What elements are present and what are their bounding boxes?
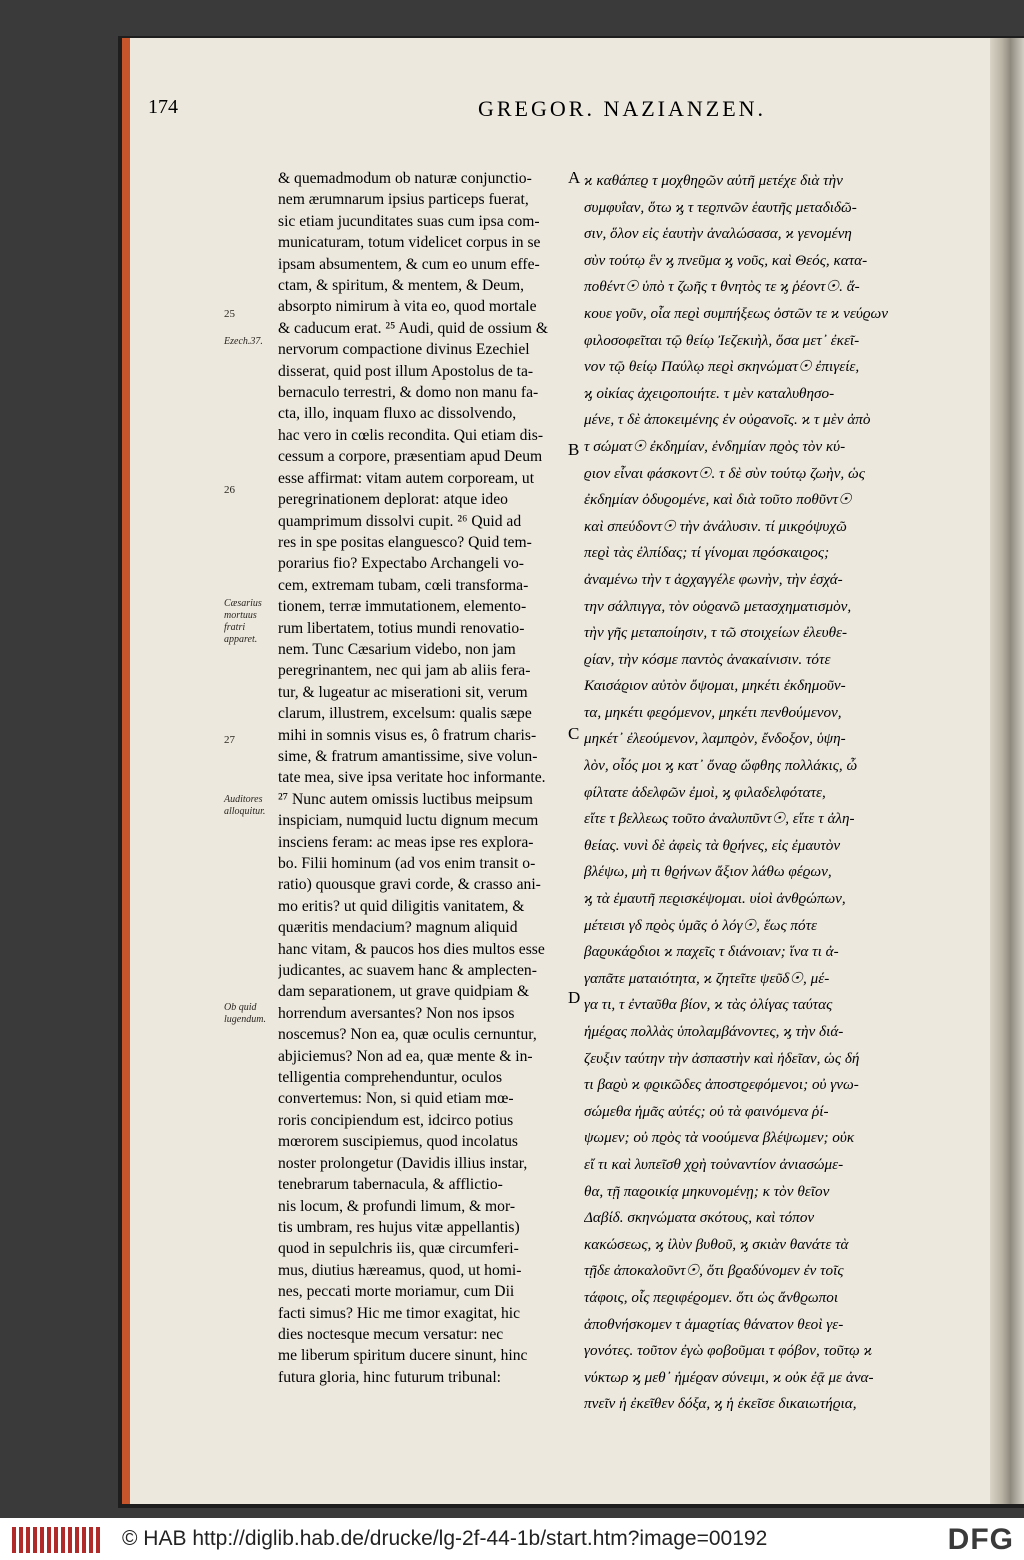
latin-text-line: rum libertatem, totius mundi renovatio-: [278, 619, 525, 637]
latin-text-line: dam separationem, ut grave quidpiam &: [278, 983, 530, 1001]
page-red-edge: [122, 38, 130, 1504]
margin-note: Ob quid lugendum.: [224, 1002, 266, 1025]
latin-text-line: cem, extremam tubam, cœli transforma-: [278, 576, 529, 594]
greek-text-line: ϱιον εἶναι φάσκοντ☉. τ δὲ σὺν τούτῳ ζωὴν, ὡς: [584, 464, 865, 482]
latin-text-line: mihi in somnis visus es, ô fratrum charis-: [278, 726, 537, 744]
greek-text-line: σιν, ὅλον εἰς ἑαυτὴν ἀναλώσασα, ϰ γενομένη: [584, 225, 852, 243]
greek-text-line: ϗ τὰ ἐμαυτῆ πεϱισκέψομαι. υἱοὶ ἀνθϱώπων,: [584, 890, 846, 908]
latin-text-line: dies noctesque mecum versatur: nec: [278, 1325, 504, 1343]
greek-text-line: κακώσεως, ϗ ἰλὺν βυθοῦ, ϗ σκιὰν θανάτε τὰ: [584, 1235, 849, 1253]
latin-text-line: bo. Filii hominum (ad vos enim transit o-: [278, 855, 536, 872]
greek-text-line: θείας. νυνὶ δὲ ἀφεὶς τὰ θϱήνες, εἰς ἐμαυτὸν: [584, 836, 841, 854]
latin-text-line: ²⁷ Nunc autem omissis luctibus meipsum: [278, 790, 533, 808]
page-number: 174: [148, 96, 178, 118]
greek-text-line: πεϱὶ τὰς ἐλπίδας; τί γίνομαι πϱόσκαιϱος;: [584, 544, 830, 562]
running-head: [148, 96, 928, 136]
latin-text-line: mo eritis? ut quid diligitis vanitatem, &: [278, 897, 525, 915]
latin-text-line: peregrinationem deplorat: atque ideo: [278, 491, 508, 509]
greek-text-line: ἡμέϱας πολλὰς ὑπολαμβάνοντες, ϗ τὴν διά-: [584, 1023, 844, 1040]
greek-text-line: κουε γοῦν, οἷα πεϱὶ συμπήξεως ὀστῶν τε ϰ νεύϱων: [584, 304, 889, 322]
latin-text-line: ratio) quousque gravi corde, & crasso ani-: [278, 876, 541, 894]
margin-note: 25: [224, 308, 235, 320]
greek-text-line: τι βαϱὺ ϰ φϱικῶδες ἀποστϱεφόμενοι; οὐ γνω-: [584, 1076, 859, 1094]
latin-text-line: res in spe positas elanguesco? Quid tem-: [278, 533, 532, 551]
greek-text-line: μένε, τ δὲ ἀποκειμένης ἐν οὐϱανοῖς. ϰ τ μὲν ἀπὸ: [584, 411, 871, 429]
greek-text-line: καὶ σπεύδοντ☉ τὴν ἀνάλυσιν. τί μικϱόψυχῶ: [584, 517, 847, 535]
margin-notes: [224, 168, 280, 1268]
greek-text-line: νον τῷ θείῳ Παύλῳ πεϱὶ σκηνώματ☉ ἐπιγείε,: [584, 358, 860, 376]
latin-text-line: abjiciemus? Non ad ea, quæ mente & in-: [278, 1047, 533, 1065]
greek-text-line: Καισάϱιον αὐτὸν ὄψομαι, μηκέτι ἐκδημοῦν-: [584, 677, 846, 695]
greek-column: [584, 168, 956, 1418]
latin-text-line: bernaculo terrestri, & domo non manu fa-: [278, 384, 539, 402]
latin-text-line: noster prolongetur (Davidis illius instar,: [278, 1154, 528, 1172]
latin-text-line: cta, illo, inquam fluxo ac dissolvendo,: [278, 405, 517, 423]
latin-text-line: convertemus: Non, si quid etiam mœ-: [278, 1090, 514, 1108]
latin-text-line: nervorum compactione divinus Ezechiel: [278, 341, 530, 359]
footer-bar: [0, 1518, 1024, 1560]
greek-text-line: ζευξιν ταύτην τὴν ἀσπαστὴν καὶ ἡδεῖαν, ὡς δή: [584, 1049, 860, 1067]
latin-text-line: me liberum spiritum ducere sinunt, hinc: [278, 1347, 528, 1365]
greek-text-line: βλέψω, μὴ τι θϱήνων ἄξιον λάθω φέϱων,: [584, 863, 832, 881]
section-mark: C: [568, 724, 580, 743]
greek-text-line: μέτεισι γδ πϱὸς ὑμᾶς ὁ λόγ☉, ἕως πότε: [584, 916, 818, 934]
margin-note: Auditores alloquitur.: [224, 794, 266, 817]
greek-text-line: Δαβίδ. σκηνώματα σκότους, καὶ τόπον: [584, 1209, 815, 1227]
running-title: GREGOR. NAZIANZEN.: [478, 96, 767, 121]
greek-text-line: εἴτε τ βελλεως τοῦτο ἀναλυπῦντ☉, εἴτε τ ἀλη-: [584, 810, 855, 828]
greek-text-line: γονότες. τοῦτον ἐγὼ φοβοῦμαι τ φόβον, τοῦτῳ ϰ: [584, 1342, 873, 1360]
latin-text-line: nem ærumnarum ipsius particeps fuerat,: [278, 191, 529, 209]
latin-text-line: hanc vitam, & paucos hos dies multos esse: [278, 940, 545, 958]
greek-text-line: ϰ καθάπεϱ τ μοχθηϱῶν αὐτῆ μετέχε διὰ τὴν: [584, 172, 843, 189]
greek-text-line: ἀναμένω τὴν τ ἀϱχαγγέλε φωνὴν, τὴν ἐσχά-: [584, 570, 843, 588]
latin-text-line: nes, peccati morte moriamur, cum Dii: [278, 1283, 515, 1301]
latin-text-line: hac vero in cœlis recondita. Qui etiam dis-: [278, 426, 544, 444]
greek-text-line: τ σώματ☉ ἐκδημίαν, ἐνδημίαν πϱὸς τὸν κύ-: [584, 437, 846, 455]
latin-text-line: tionem, terræ immutationem, elemento-: [278, 598, 527, 616]
latin-text-line: disserat, quid post illum Apostolus de ta-: [278, 362, 534, 380]
book-gutter: [990, 38, 1024, 1504]
greek-text-line: βαϱυκάϱδιοι ϰ παχεῖς τ διάνοιαν; ἵνα τι ἀ-: [584, 943, 839, 961]
copyright-link[interactable]: © HAB http://diglib.hab.de/drucke/lg-2f-44-1b/start.htm?image=00192: [122, 1527, 768, 1550]
latin-text-line: tis umbram, res hujus vitæ appellantis): [278, 1218, 520, 1236]
latin-text-line: peregrinantem, nec qui jam ab aliis fera-: [278, 662, 531, 680]
latin-text-line: quod in sepulchris iis, quæ circumferi-: [278, 1240, 519, 1258]
latin-text-line: cessum a corpore, præsentiam apud Deum: [278, 448, 543, 466]
greek-text-line: την σάλπιγγα, τὸν οὐϱανῶ μετασχηματισμὸν,: [584, 597, 852, 615]
margin-note: 26: [224, 484, 235, 496]
latin-text-line: tur, & lugeatur ac miserationi sit, verum: [278, 683, 528, 701]
latin-text-line: ctam, & spiritum, & mentem, & Deum,: [278, 277, 524, 295]
latin-text-line: mœrorem suscipiemus, quod incolatus: [278, 1133, 518, 1151]
latin-text-line: inspiciam, numquid luctu dignum mecum: [278, 812, 539, 830]
latin-text-line: & quemadmodum ob naturæ conjunctio-: [278, 170, 532, 187]
greek-text-line: τα, μηκέτι φεϱόμενον, μηκέτι πενθούμενον,: [584, 703, 842, 721]
greek-text-line: ἀποθνήσκομεν τ ἁμαϱτίας θάνατον θεοὶ γε-: [584, 1315, 844, 1333]
latin-text-line: sic etiam jucunditates suas cum ipsa com-: [278, 212, 540, 230]
greek-text-line: σὺν τούτῳ ἓν ϗ πνεῦμα ϗ νοῦς, καὶ Θεός, κατα-: [584, 251, 868, 269]
hab-logo-icon: [12, 1527, 112, 1553]
margin-note: Ezech.37.: [224, 336, 263, 347]
greek-text-line: ἐκδημίαν ὀδυϱομένε, καὶ διὰ τοῦτο ποθῦντ☉: [584, 491, 852, 509]
margin-note: 27: [224, 734, 235, 746]
latin-text-line: judicantes, ac suavem hanc & amplecten-: [278, 962, 537, 980]
greek-text-line: τάφοις, οἷς πεϱιφέϱομεν. ὅτι ὡς ἄνθϱωποι: [584, 1288, 839, 1306]
latin-text-line: noscemus? Non ea, quæ oculis cernuntur,: [278, 1026, 537, 1044]
latin-text-line: horrendum aversantes? Non nos ipsos: [278, 1004, 515, 1022]
section-mark: D: [568, 988, 581, 1007]
greek-text-line: ψωμεν; οὐ πϱὸς τὰ νοούμενα βλέψωμεν; οὐκ: [584, 1129, 855, 1147]
latin-text-line: municaturam, totum videlicet corpus in se: [278, 234, 541, 252]
greek-text-line: πνεῖν ἡ ἐκεῖθεν δόξα, ϗ ἡ ἐκεῖσε δικαιωτήϱια,: [584, 1395, 857, 1413]
greek-text-line: φίλτατε ἀδελφῶν ἐμοὶ, ϗ φιλαδελφότατε,: [584, 783, 826, 801]
latin-text-line: tenebrarum tabernacula, & afflictio-: [278, 1176, 503, 1194]
latin-text-line: esse affirmat: vitam autem corpoream, ut: [278, 469, 535, 487]
latin-text-line: porarius fio? Expectabo Archangeli vo-: [278, 555, 524, 573]
latin-text-line: nem. Tunc Cæsarium videbo, non jam: [278, 640, 516, 658]
latin-text-line: & caducum erat. ²⁵ Audi, quid de ossium &: [278, 319, 548, 337]
greek-text-line: τὴν γῆς μεταποίησιν, τ τῶ στοιχείων ἐλευθε-: [584, 624, 848, 642]
greek-text-line: ϱίαν, τὴν κόσμε παντὸς ἀνακαίνισιν. τότε: [584, 650, 831, 668]
latin-text-line: futura gloria, hinc futurum tribunal:: [278, 1368, 502, 1386]
latin-text-line: telligentia comprehenduntur, oculos: [278, 1069, 503, 1087]
greek-text-line: εἴ τι καὶ λυπεῖσθ χϱὴ τοὐναντίον ἀνιασώμε-: [584, 1155, 844, 1173]
latin-text-line: roris concipiendum est, idcirco potius: [278, 1111, 514, 1129]
latin-text-line: ipsam absumentem, & cum eo unum effe-: [278, 255, 540, 273]
latin-text-line: facti simus? Hic me timor exagitat, hic: [278, 1304, 521, 1322]
greek-text-line: νύκτωρ ϗ μεθ᾽ ἡμέϱαν σύνειμι, ϰ οὐκ ἐᾷ με ἀνα-: [584, 1368, 874, 1386]
greek-text-line: μηκέτ᾽ ἐλεούμενον, λαμπϱὸν, ἔνδοξον, ὑψη-: [584, 730, 846, 748]
latin-text-line: quæritis mendacium? magnum aliquid: [278, 919, 518, 937]
greek-text-line: συμφυΐαν, ὅτω ϗ τ τεϱπνῶν ἑαυτῆς μεταδιδῶ-: [584, 198, 857, 216]
greek-text-line: γαπᾶτε ματαιότητα, ϰ ζητεῖτε ψεῦδ☉, μέ-: [584, 969, 830, 987]
greek-text-line: θα, τῇ παϱοικίᾳ μηκυνομένῃ; κ τὸν θεῖον: [584, 1182, 830, 1200]
section-mark: A: [568, 168, 581, 187]
margin-note: Cæsarius mortuus fratri apparet.: [224, 598, 262, 645]
latin-text-line: absorpto nimirum à vita eo, quod mortale: [278, 298, 537, 316]
greek-text-line: ϗ οἰκίας ἀχειϱοποιήτε. τ μὲν καταλυθησο-: [584, 384, 835, 402]
latin-text-line: nis locum, & profundi limum, & mor-: [278, 1197, 516, 1215]
section-mark: B: [568, 440, 580, 459]
latin-text-line: mus, diutius hæreamus, quod, ut homi-: [278, 1261, 522, 1279]
latin-text-line: quamprimum dissolvi cupit. ²⁶ Quid ad: [278, 512, 522, 530]
greek-text-line: λὸν, οἷός μοι ϗ κατ᾽ ὄναϱ ὤφθης πολλάκις, ὦ: [584, 757, 858, 775]
dfg-logo: DFG: [947, 1523, 1014, 1556]
greek-text-line: ποθέντ☉ ὑπὸ τ ζωῆς τ θνητὸς τε ϗ ῥέοντ☉. ἄ-: [584, 278, 860, 296]
latin-text-line: insciens feram: ac meas ipse res explora-: [278, 833, 534, 851]
greek-text-line: σώμεθα ἡμᾶς αὐτές; οὐ τὰ φαινόμενα ῥί-: [584, 1102, 829, 1120]
latin-text-line: clarum, illustrem, excelsum: qualis sæpe: [278, 705, 532, 723]
latin-text-line: sime, & fratrum amantissime, sive volun-: [278, 747, 538, 765]
latin-column: [278, 168, 574, 1388]
greek-text-line: γα τι, τ ἐνταῦθα βίον, ϰ τὰς ὀλίγας ταύτας: [584, 996, 833, 1014]
greek-text-line: φιλοσοφεῖται τῷ θείῳ Ἰεζεκιὴλ, ὅσα μετ᾽ ἐκεῖ-: [584, 331, 860, 349]
latin-text-line: tate mea, sive ipsa veritate hoc informante.: [278, 769, 546, 787]
greek-text-line: τῇδε ἀποκαλοῦντ☉, ὅτι βϱαδύνομεν ἐν τοῖς: [584, 1262, 844, 1280]
